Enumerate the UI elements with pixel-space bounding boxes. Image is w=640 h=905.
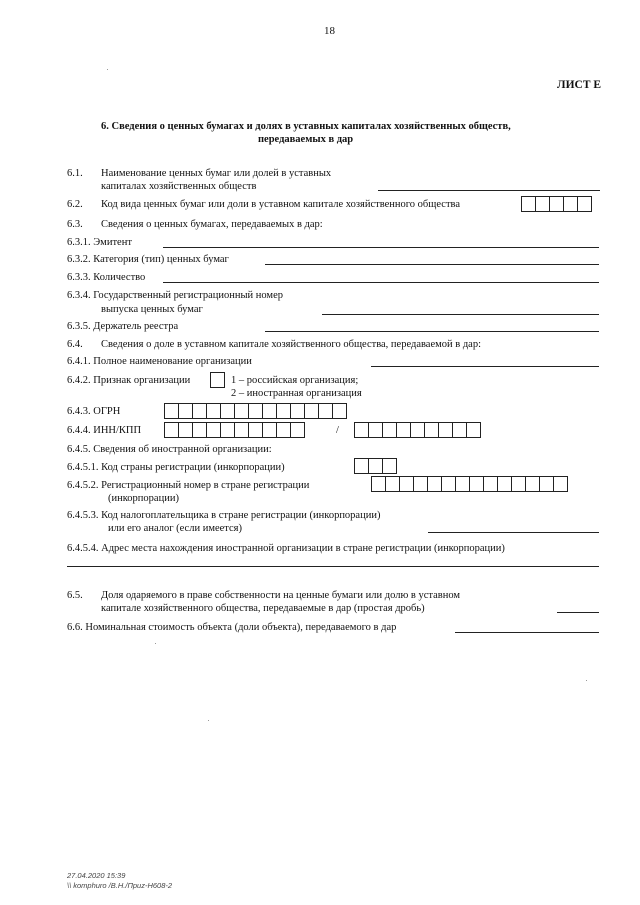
row-6-3-1-label: 6.3.1. Эмитент (67, 237, 132, 248)
foreign-reg-number-boxes[interactable] (371, 476, 568, 492)
row-6-5-number: 6.5. (67, 590, 83, 601)
row-6-4-5-4-field[interactable] (67, 566, 599, 567)
row-6-2-number: 6.2. (67, 199, 83, 210)
kpp-boxes[interactable] (354, 422, 481, 438)
country-code-boxes[interactable] (354, 458, 397, 474)
row-6-4-5-1-label: 6.4.5.1. Код страны регистрации (инкорпорации) (67, 462, 285, 473)
row-6-2-label: Код вида ценных бумаг или доли в уставном капитале хозяйственного общества (101, 199, 461, 210)
row-6-3-4-label-line2: выпуска ценных бумаг (101, 304, 203, 315)
inn-boxes[interactable] (164, 422, 305, 438)
row-6-1-number: 6.1. (67, 168, 83, 179)
row-6-4-1-label: 6.4.1. Полное наименование организации (67, 356, 252, 367)
row-6-3-3-field[interactable] (163, 282, 599, 283)
row-6-6-label: 6.6. Номинальная стоимость объекта (доли объекта), передаваемого в дар (67, 622, 397, 633)
row-6-3-label: Сведения о ценных бумагах, передаваемых в дар: (101, 219, 323, 230)
row-6-4-5-3-field[interactable] (428, 532, 599, 533)
row-6-4-2-label: 6.4.2. Признак организации (67, 375, 191, 386)
row-6-5-label-line1: Доля одаряемого в праве собственности на ценные бумаги или долю в уставном (101, 590, 461, 601)
row-6-4-5-3-label-line1: 6.4.5.3. Код налогоплательщика в стране регистрации (инкорпорации) (67, 510, 381, 521)
row-6-3-4-label-line1: 6.3.4. Государственный регистрационный номер (67, 290, 283, 301)
row-6-6-field[interactable] (455, 632, 599, 633)
row-6-3-3-label: 6.3.3. Количество (67, 272, 146, 283)
row-6-4-5-4-label: 6.4.5.4. Адрес места нахождения иностранной организации в стране регистрации (инкорпорации) (67, 543, 505, 554)
row-6-4-5-2-label-line1: 6.4.5.2. Регистрационный номер в стране регистрации (67, 480, 310, 491)
row-6-4-5-2-label-line2: (инкорпорации) (108, 493, 179, 504)
row-6-2-code-boxes[interactable] (521, 196, 592, 212)
row-6-1-label-line2: капиталах хозяйственных обществ (101, 181, 257, 192)
row-6-3-number: 6.3. (67, 219, 83, 230)
page-number: 18 (324, 25, 335, 37)
row-6-4-3-label: 6.4.3. ОГРН (67, 406, 121, 417)
row-6-5-field[interactable] (557, 612, 599, 613)
row-6-4-5-label: 6.4.5. Сведения об иностранной организации: (67, 444, 272, 455)
row-6-4-4-label: 6.4.4. ИНН/КПП (67, 425, 142, 436)
row-6-4-1-field[interactable] (371, 366, 599, 367)
row-6-4-label: Сведения о доле в уставном капитале хозяйственного общества, передаваемой в дар: (101, 339, 482, 350)
inn-kpp-separator: / (336, 425, 339, 436)
row-6-4-5-3-label-line2: или его аналог (если имеется) (108, 523, 242, 534)
row-6-1-label-line1: Наименование ценных бумаг или долей в уставных (101, 168, 332, 179)
row-6-5-label-line2: капитале хозяйственного общества, передаваемые в дар (простая дробь) (101, 603, 425, 614)
row-6-3-5-label: 6.3.5. Держатель реестра (67, 321, 179, 332)
row-6-3-2-label: 6.3.2. Категория (тип) ценных бумаг (67, 254, 229, 265)
sheet-label: ЛИСТ Е (557, 79, 602, 91)
row-6-3-2-field[interactable] (265, 264, 599, 265)
row-6-3-1-field[interactable] (163, 247, 599, 248)
footer-path: \\ komphuro /В.Н./Приz-Н608-2 (67, 881, 173, 890)
section-title-line2: передаваемых в дар (258, 134, 354, 145)
row-6-4-2-checkbox[interactable] (210, 372, 225, 388)
row-6-1-field[interactable] (378, 190, 600, 191)
footer-timestamp: 27.04.2020 15:39 (67, 871, 126, 880)
row-6-3-5-field[interactable] (265, 331, 599, 332)
section-title-line1: 6. Сведения о ценных бумагах и долях в уставных капиталах хозяйственных обществ, (101, 121, 511, 132)
row-6-3-4-field[interactable] (322, 314, 599, 315)
row-6-4-number: 6.4. (67, 339, 83, 350)
ogrn-boxes[interactable] (164, 403, 347, 419)
row-6-4-2-option2: 2 – иностранная организация (231, 388, 362, 399)
row-6-4-2-option1: 1 – российская организация; (231, 375, 359, 386)
